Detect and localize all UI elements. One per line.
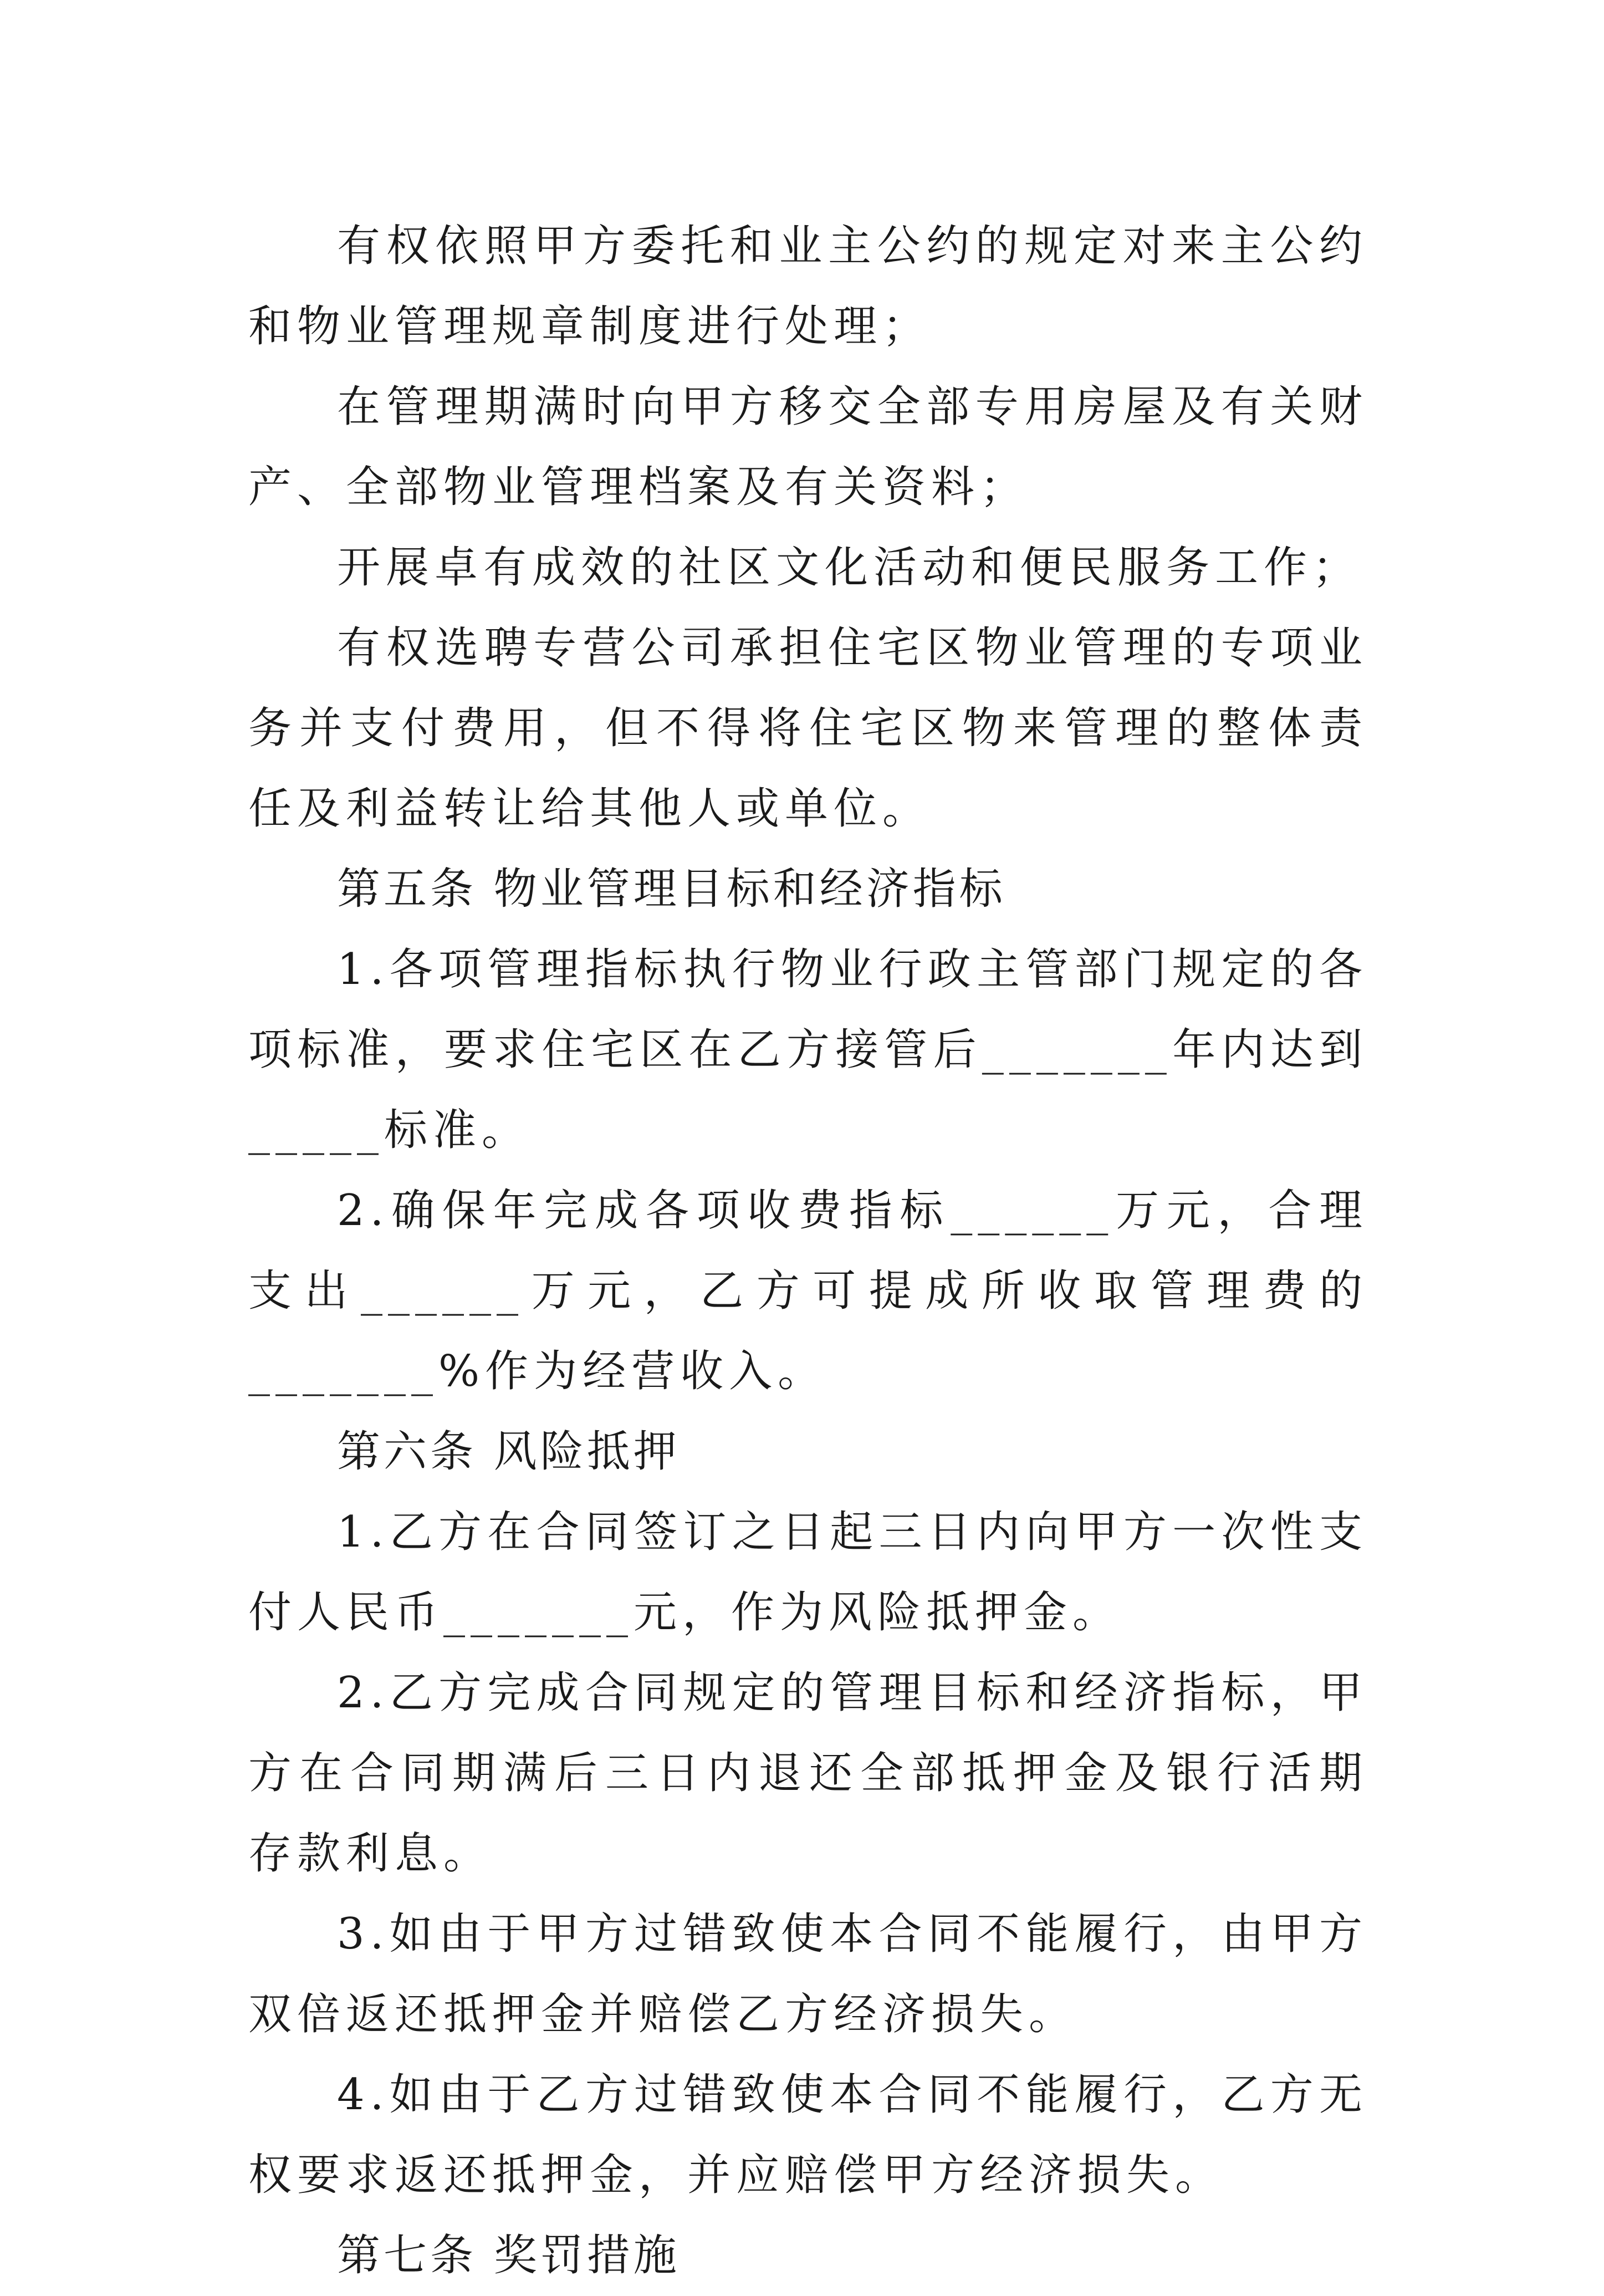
paragraph: 在管理期满时向甲方移交全部专用房屋及有关财产、全部物业管理档案及有关资料； bbox=[248, 382, 1368, 512]
document-body bbox=[248, 206, 1368, 2296]
paragraph: 有权选聘专营公司承担住宅区物业管理的专项业务并支付费用，但不得将住宅区物来管理的整体责任及利益转让给其他人或单位。 bbox=[248, 623, 1368, 834]
section-heading: 第五条 物业管理目标和经济指标 bbox=[337, 864, 1006, 914]
paragraph: 开展卓有成效的社区文化活动和便民服务工作； bbox=[337, 543, 1362, 593]
paragraph: 1.乙方在合同签订之日起三日内向甲方一次性支付人民币_______元，作为风险抵押金。 bbox=[248, 1507, 1368, 1637]
section-heading: 第七条 奖罚措施 bbox=[337, 2231, 680, 2280]
paragraph: 2.乙方完成合同规定的管理目标和经济指标，甲方在合同期满后三日内退还全部抵押金及银行活期存款利息。 bbox=[248, 1668, 1368, 1879]
paragraph: 1.各项管理指标执行物业行政主管部门规定的各项标准，要求住宅区在乙方接管后_______年内达到_____标准。 bbox=[248, 945, 1368, 1155]
paragraph: 2.确保年完成各项收费指标______万元，合理支出______万元，乙方可提成所收取管理费的_______%作为经营收入。 bbox=[248, 1186, 1368, 1396]
section-heading: 第六条 风险抵押 bbox=[337, 1427, 680, 1477]
paragraph: 4.如由于乙方过错致使本合同不能履行，乙方无权要求返还抵押金，并应赔偿甲方经济损失。 bbox=[248, 2070, 1368, 2200]
paragraph: 有权依照甲方委托和业主公约的规定对来主公约和物业管理规章制度进行处理； bbox=[248, 221, 1368, 351]
paragraph: 3.如由于甲方过错致使本合同不能履行，由甲方双倍返还抵押金并赔偿乙方经济损失。 bbox=[248, 1909, 1368, 2039]
